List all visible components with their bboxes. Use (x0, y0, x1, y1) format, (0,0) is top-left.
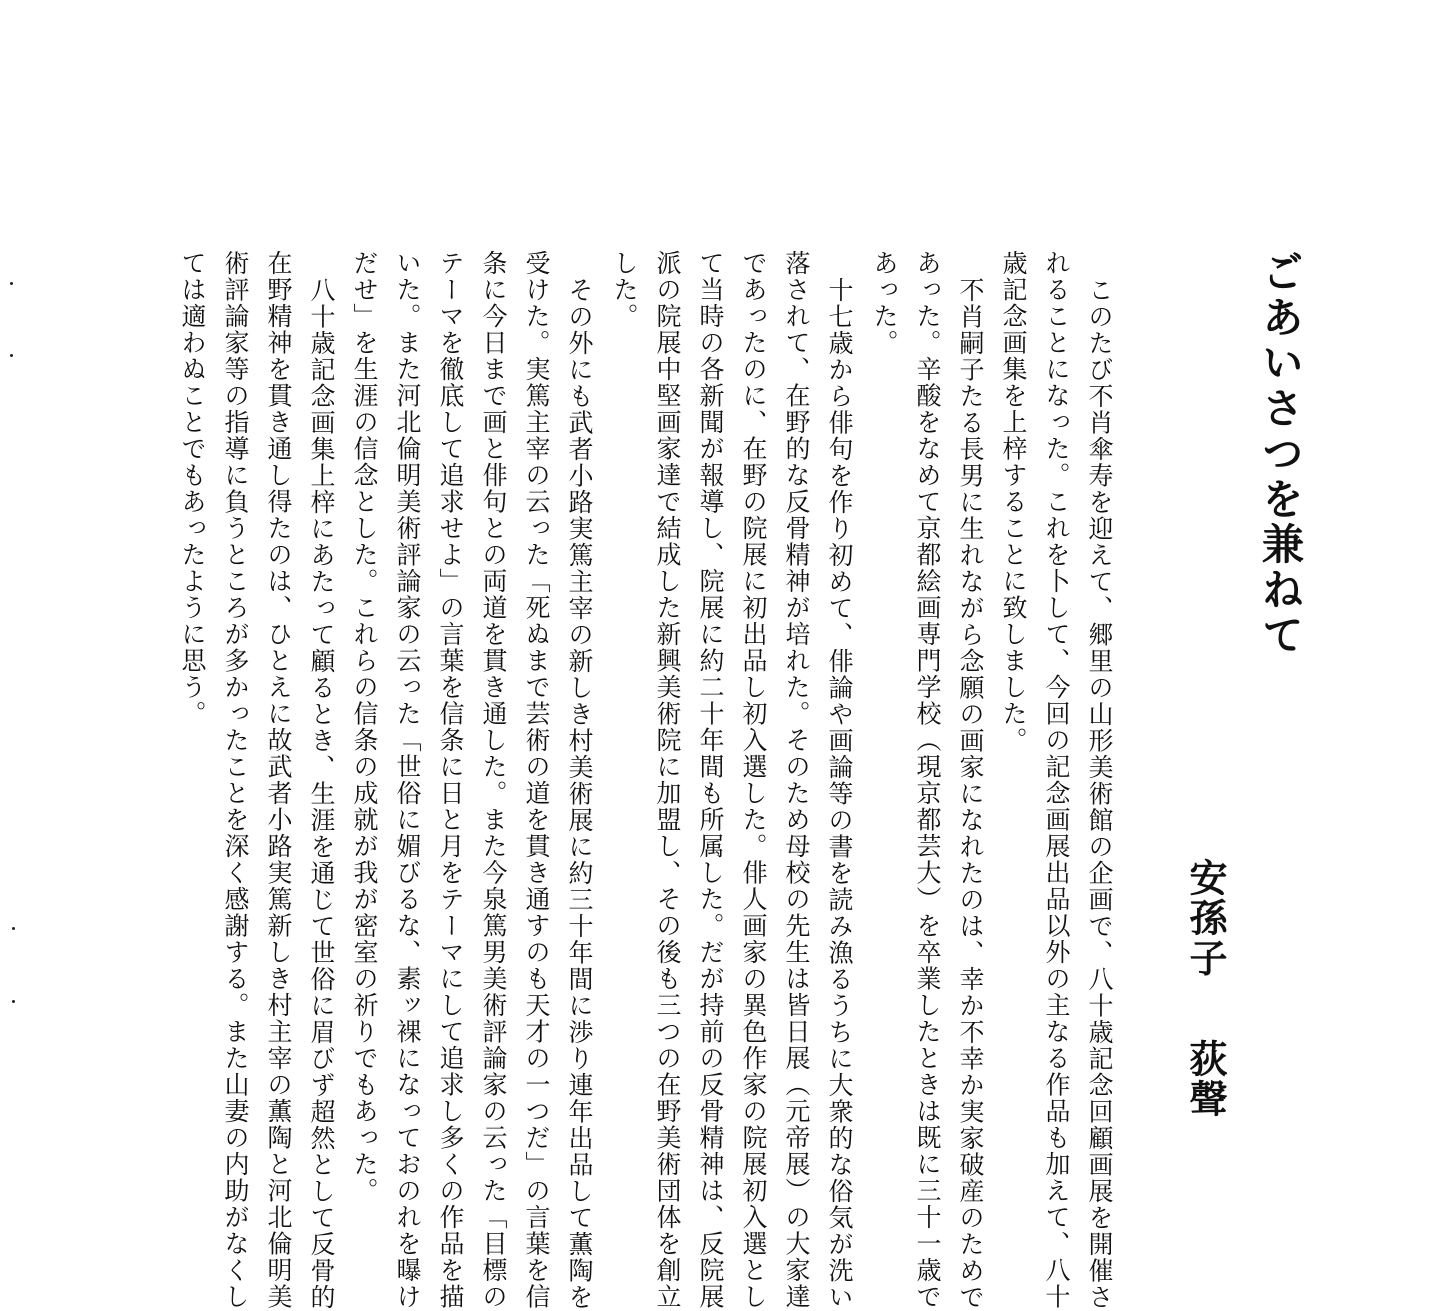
body-line: れることになった。これを卜して、今回の記念画展出品以外の主なる作品も加えて、八十 (1042, 250, 1071, 1310)
body-line: その外にも武者小路実篤主宰の新しき村美術展に約三十年間に渉り連年出品して薫陶を (565, 277, 594, 1311)
scan-speck (10, 354, 13, 357)
body-line: 不肖嗣子たる長男に生れながら念願の画家になれたのは、幸か不幸か実家破産のためで (956, 277, 985, 1311)
body-line: 在野精神を貫き通し得たのは、ひとえに故武者小路実篤新しき村主宰の薫陶と河北倫明美 (264, 250, 293, 1310)
scan-speck (10, 282, 13, 285)
body-line: 十七歳から俳句を作り初めて、俳論や画論等の書を読み漁るうちに大衆的な俗気が洗い (825, 277, 854, 1311)
body-line: いた。また河北倫明美術評論家の云った「世俗に媚びるな、素ッ裸になっておのれを曝け (393, 250, 422, 1310)
scan-speck (12, 927, 15, 930)
body-line: 受けた。実篤主宰の云った「死ぬまで芸術の道を貫き通すのも天才の一つだ」の言葉を信 (522, 250, 551, 1310)
author-family-name: 安孫子 (1183, 858, 1228, 979)
body-line: 八十歳記念画集上梓にあたって顧るとき、生涯を通じて世俗に眉びず超然として反骨的 (307, 277, 336, 1311)
body-line: ては適わぬことでもあったように思う。 (178, 250, 207, 727)
body-line: このたび不肖傘寿を迎えて、郷里の山形美術館の企画で、八十歳記念回顧画展を開催さ (1085, 277, 1114, 1311)
body-line: 落されて、在野的な反骨精神が培れた。そのため母校の先生は皆日展（元帝展）の大家達 (782, 250, 811, 1310)
body-line: て当時の各新聞が報導し、院展に約二十年間も所属した。だが持前の反骨精神は、反院展 (696, 250, 725, 1310)
author-given-name: 荻聲 (1183, 1038, 1228, 1120)
author-name (1178, 858, 1233, 1119)
body-line: 条に今日まで画と俳句との両道を貫き通した。また今泉篤男美術評論家の云った「目標の (479, 250, 508, 1310)
body-line: した。 (610, 250, 639, 330)
body-line: テーマを徹底して追求せよ」の言葉を信条に日と月をテーマにして追求し多くの作品を描 (436, 250, 465, 1310)
body-line: であったのに、在野の院展に初出品し初入選した。俳人画家の異色作家の院展初入選とし (739, 250, 768, 1310)
body-line: 派の院展中堅画家達で結成した新興美術院に加盟し、その後も三つの在野美術団体を創立 (653, 250, 682, 1310)
body-line: 術評論家等の指導に負うところが多かったことを深く感謝する。また山妻の内助がなくし (221, 250, 250, 1310)
page-title: ごあいさつを兼ねて (1256, 250, 1305, 659)
body-line: あった。辛酸をなめて京都絵画専門学校（現京都芸大）を卒業したときは既に三十一歳で (913, 250, 942, 1310)
body-line: あった。 (870, 250, 899, 356)
body-line: 歳記念画集を上梓することに致しました。 (999, 250, 1028, 754)
body-line: だせ」を生涯の信念とした。これらの信条の成就が我が密室の祈りでもあった。 (350, 250, 379, 1204)
scan-speck (12, 1000, 15, 1003)
